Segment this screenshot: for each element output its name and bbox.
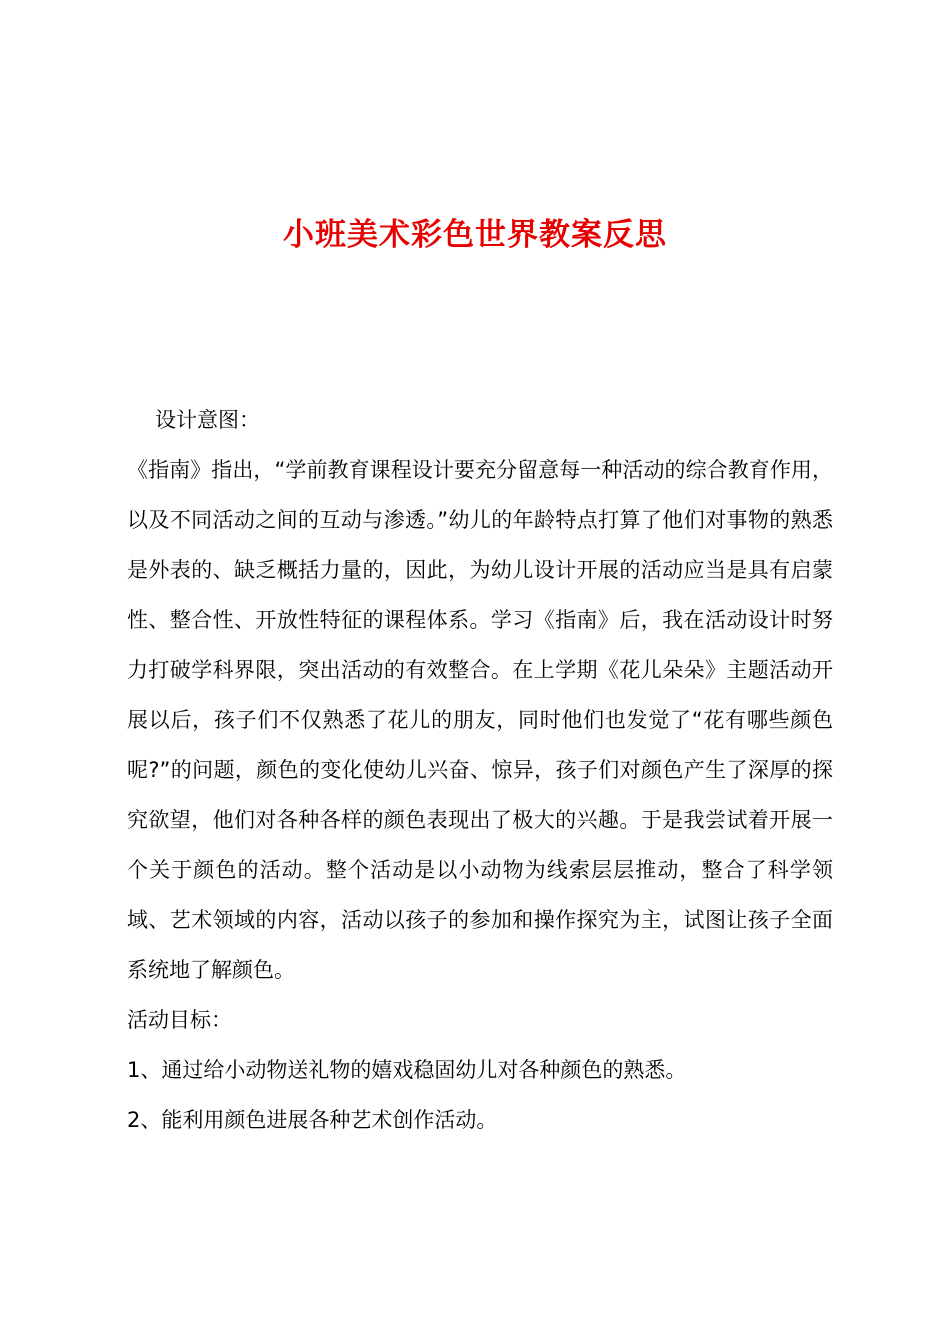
document-title: 小班美术彩色世界教案反思 xyxy=(283,217,667,253)
document-body xyxy=(127,395,833,1145)
goal-item-1: 1、通过给小动物送礼物的嬉戏稳固幼儿对各种颜色的熟悉。 xyxy=(127,1058,687,1082)
section-heading-design: 设计意图： xyxy=(155,408,260,432)
goal-item-2: 2、能利用颜色进展各种艺术创作活动。 xyxy=(127,1108,498,1132)
section-heading-goals: 活动目标： xyxy=(127,1008,232,1032)
paragraph-design-intent: 《指南》指出，“学前教育课程设计要充分留意每一种活动的综合教育作用，以及不同活动之间的互动与渗透。”幼儿的年龄特点打算了他们对事物的熟悉是外表的、缺乏概括力量的，因此，为幼儿设计开展的活动应当是具有启蒙性、整合性、开放性特征的课程体系。学习《指南》后，我在活动设计时努力打破学科界限，突出活动的有效整合。在上学期《花儿朵朵》主题活动开展以后，孩子们不仅熟悉了花儿的朋友，同时他们也发觉了“花有哪些颜色呢?”的问题，颜色的变化使幼儿兴奋、惊异，孩子们对颜色产生了深厚的探究欲望，他们对各种各样的颜色表现出了极大的兴趣。于是我尝试着开展一个关于颜色的活动。整个活动是以小动物为线索层层推动，整合了科学领域、艺术领域的内容，活动以孩子的参加和操作探究为主，试图让孩子全面系统地了解颜色。 xyxy=(127,458,833,982)
